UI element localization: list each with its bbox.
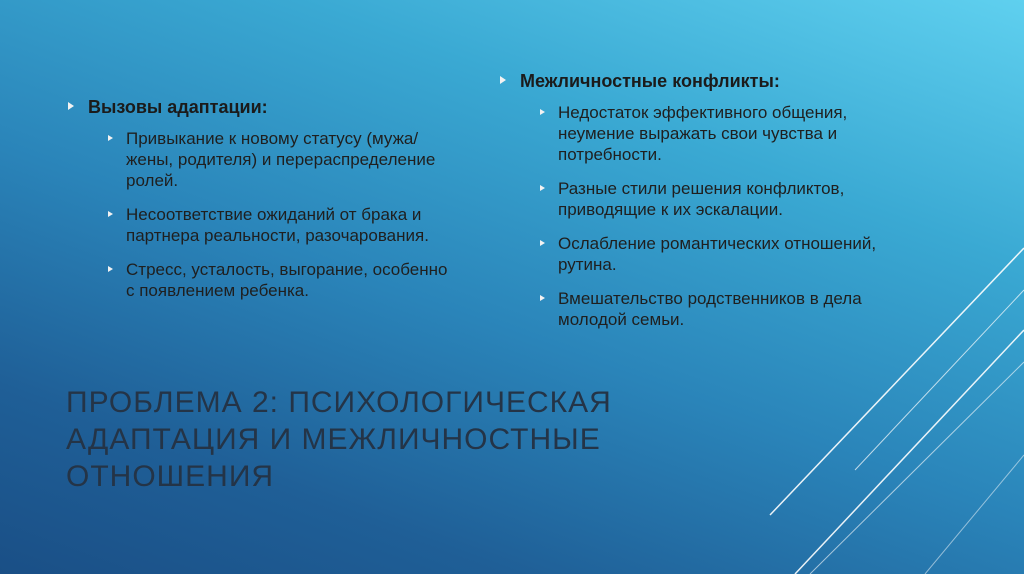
list-item-text: Несоответствие ожиданий от брака и партнера реальности, разочарования. xyxy=(126,205,429,245)
bullet-arrow-icon xyxy=(540,109,545,115)
list-item-text: Разные стили решения конфликтов, приводящие к их эскалации. xyxy=(558,179,845,219)
right-column xyxy=(500,70,890,343)
list-item-text: Ослабление романтических отношений, рутина. xyxy=(558,234,877,274)
deco-line-5 xyxy=(925,455,1024,574)
list-item-text: Стресс, усталость, выгорание, особенно с появлением ребенка. xyxy=(126,260,448,300)
list-item-text: Привыкание к новому статусу (мужа/жены, родителя) и перераспределение ролей. xyxy=(126,129,436,190)
deco-line-3 xyxy=(810,362,1024,574)
list-item xyxy=(500,102,890,165)
left-heading xyxy=(68,96,458,118)
list-item xyxy=(500,233,890,275)
bullet-arrow-icon xyxy=(500,76,506,84)
left-heading-text: Вызовы адаптации: xyxy=(88,97,268,117)
list-item xyxy=(68,128,458,191)
right-heading-text: Межличностные конфликты: xyxy=(520,71,780,91)
bullet-arrow-icon xyxy=(68,102,74,110)
list-item-text: Недостаток эффективного общения, неумение выражать свои чувства и потребности. xyxy=(558,103,848,164)
list-item xyxy=(68,259,458,301)
bullet-arrow-icon xyxy=(540,185,545,191)
slide-title: ПРОБЛЕМА 2: ПСИХОЛОГИЧЕСКАЯ АДАПТАЦИЯ И МЕЖЛИЧНОСТНЫЕ ОТНОШЕНИЯ xyxy=(66,386,612,493)
bullet-arrow-icon xyxy=(108,135,113,141)
list-item xyxy=(500,178,890,220)
list-item xyxy=(68,204,458,246)
list-item-text: Вмешательство родственников в дела молодой семьи. xyxy=(558,289,862,329)
left-column xyxy=(68,96,458,314)
bullet-arrow-icon xyxy=(540,295,545,301)
right-heading xyxy=(500,70,890,92)
right-list xyxy=(500,102,890,330)
list-item xyxy=(500,288,890,330)
bullet-arrow-icon xyxy=(108,211,113,217)
left-list xyxy=(68,128,458,301)
bullet-arrow-icon xyxy=(108,266,113,272)
bullet-arrow-icon xyxy=(540,240,545,246)
